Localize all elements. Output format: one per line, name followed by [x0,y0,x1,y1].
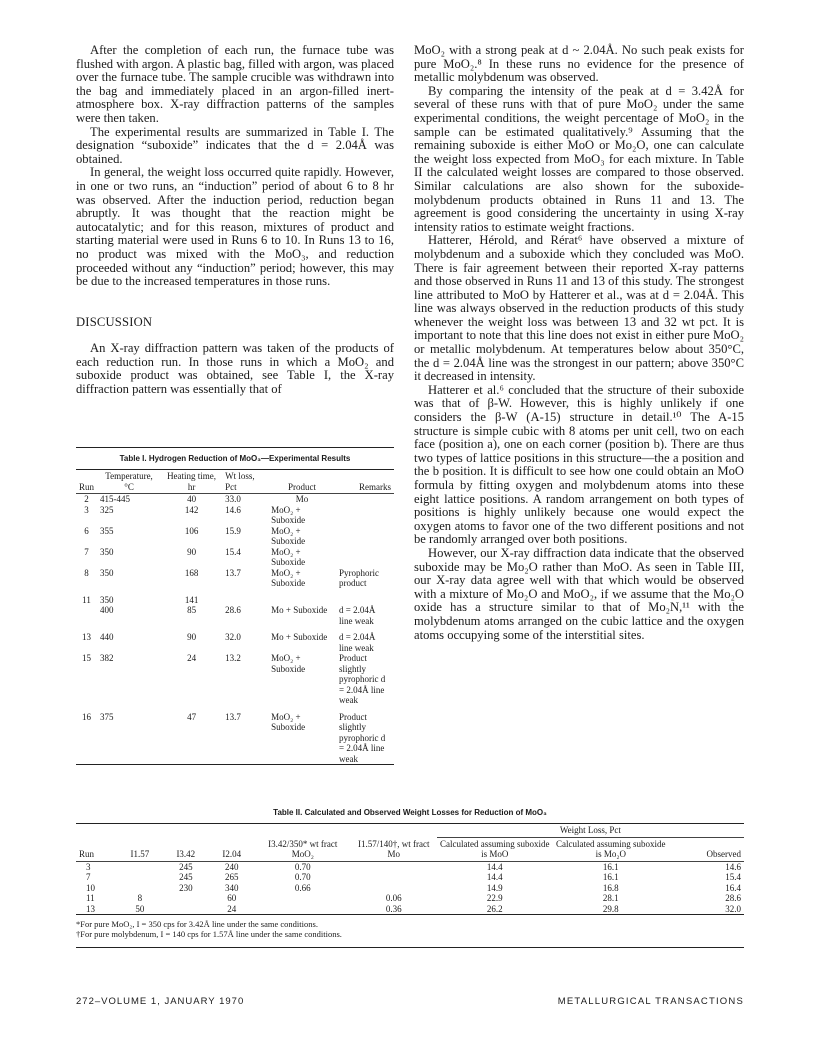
table-cell: 26.2 [486,903,503,914]
page-footer-right: METALLURGICAL TRANSACTIONS [557,996,744,1007]
table-cell: 141 [184,594,199,605]
table-footnote: *For pure MoO₂, I = 350 cps for 3.42Å line under the same conditions. [76,919,318,929]
table-1 [76,454,394,765]
table-row [76,883,744,894]
table-cell [351,883,437,894]
table-cell: 50 [135,903,145,914]
table-cell: 16.1 [602,861,619,872]
table-cell: Mo [295,494,309,504]
page-footer-left: 272–VOLUME 1, JANUARY 1970 [76,996,245,1007]
table-cell [336,595,394,606]
table-cell: 340 [225,882,239,893]
table-cell: Pyrophoric product [339,567,379,588]
table-cell [163,893,209,904]
table-cell [336,526,394,547]
table-cell: 40 [187,494,197,504]
table-cell [351,861,437,872]
table-cell: 47 [187,711,197,722]
table-title: Table I. Hydrogen Reduction of MoO₃—Experimental Results [119,454,351,463]
table-header-cell: Wt loss, Pct [222,470,268,494]
table-title: Table II. Calculated and Observed Weight Losses for Reduction of MoO₃ [273,808,547,817]
table-cell: MoO₂ + Suboxide [271,546,306,567]
table-row [76,861,744,872]
table-cell: 16 [82,711,91,722]
table-header-cell: Run [76,470,97,494]
table-cell: 0.70 [294,861,311,872]
table-cell: 2 [84,494,89,504]
table-row [76,505,394,526]
table-cell [163,904,209,915]
table-cell: MoO₂ + Suboxide [271,567,306,588]
table-header-cell: Temperature, °C [97,470,161,494]
table-cell: MoO₂ + Suboxide [271,504,306,525]
table-cell: 400 [100,605,114,615]
table-row [76,605,394,626]
table-cell: Mo + Suboxide [271,632,328,642]
table-cell [255,893,351,904]
table-cell: 15.9 [225,525,241,536]
table-cell [336,494,394,505]
table-cell [76,605,97,626]
table-cell: 28.6 [225,605,241,615]
table-group-header: Weight Loss, Pct [437,824,744,838]
table-cell: 440 [100,632,114,642]
table-cell: 0.70 [294,872,311,882]
table-cell [117,861,163,872]
table-cell: 24 [187,653,197,663]
table-cell [351,872,437,883]
paragraph: After the completion of each run, the furnace tube was flushed with argon. A plastic bag, filled with argon, was placed over the furnace tube. The sample crucible was withdrawn into the bag and immediately placed in an argon-filled inert-atmosphere box. X-ray diffraction patterns of the samples were then taken. [76,43,394,125]
table-cell: 15.4 [725,872,741,882]
table-header-cell: Observed [669,837,744,861]
table-footnote: †For pure molybdenum, I = 140 cps for 1.57Å line under the same conditions. [76,929,342,939]
table-cell: 325 [100,504,114,515]
table-header-cell: Run [76,837,117,861]
table-header-cell: Calculated assuming suboxide is Mo₂O [553,837,669,861]
table-cell: 13 [86,903,95,914]
table-row [76,904,744,915]
table-cell: 33.0 [225,494,241,504]
table-cell: 32.0 [225,632,241,642]
table-cell: 6 [84,525,89,536]
table-cell: 32.0 [725,903,741,914]
section-heading: DISCUSSION [76,314,153,329]
paragraph: Hatterer et al.⁶ concluded that the structure of their suboxide was that of β-W. However, this is highly unlikely if one considers the β-W (A-15) structure in detail.¹⁰ The A-15 structure is simple cubic with 8 atoms per unit cell, two on each face (position a), one on each corner (position b). There are thus two types of lattice positions in this structure—the a position and the b position. It is difficult to see how one could obtain an MoO formula by fitting oxygen and molybdenum atoms into these eight lattice positions. A random arrangement on both types of positions is highly unlikely because one would expect the oxygen atoms to favor one of the two different positions and not be randomly arranged over both positions. [414,382,744,547]
paragraph: MoO₂ with a strong peak at d ~ 2.04Å. No such peak exists for pure MoO₂.⁸ In these runs no evidence for the presence of metallic molybdenum was observed. [414,43,744,85]
table-header-cell: I1.57 [117,837,163,861]
table-cell: 24 [227,903,237,914]
table-cell: 0.66 [294,882,311,893]
table-cell: 16.4 [725,882,741,893]
table-row [76,632,394,653]
table-cell: 8 [137,893,143,903]
table-cell: 90 [187,632,197,642]
table-cell: MoO₂ + Suboxide [271,711,306,732]
table-cell: 15 [82,653,91,663]
table-row [76,595,394,606]
table-cell: MoO₂ + Suboxide [271,525,306,546]
table-cell: 85 [187,605,197,615]
table-top-rule [76,447,394,448]
table-header-cell: I3.42 [163,837,209,861]
table-cell: 10 [86,882,95,893]
table-cell: 60 [227,893,237,903]
table-cell: 29.8 [602,903,619,914]
table-cell: 245 [179,872,193,882]
left-column [76,44,394,397]
table-row [76,872,744,883]
paragraph: An X-ray diffraction pattern was taken of the products of each reduction run. In those runs in which a MoO₂ and suboxide product was obtained, see Table I, the X-ray diffraction pattern was essentially that of [76,341,394,397]
table-row [76,526,394,547]
table-cell: 13.7 [225,567,241,578]
table-cell: 14.6 [725,861,741,872]
paragraph: In general, the weight loss occurred quite rapidly. However, in one or two runs, an “induction” period of about 6 to 8 hr was observed. After the induction period, reduction began abruptly. It was thought that the reaction might be autocatalytic; and for this reason, mixtures of product and starting material were used in Runs 6 to 10. In Runs 13 to 16, no product was mixed with the MoO₃, and reduction proceeded without any “induction” period; however, this may be due to the increased temperatures in those runs. [76,165,394,289]
table-cell: 0.06 [385,893,402,903]
table-header-row [76,470,394,494]
table-header-cell: Remarks [336,470,394,494]
table-cell: 16.8 [602,882,619,893]
paragraph: The experimental results are summarized in Table I. The designation “suboxide” indicates that the d = 2.04Å was obtained. [76,124,394,166]
table-cell: 375 [100,711,114,722]
table-cell: 3 [86,861,91,872]
table-row [76,893,744,904]
table-cell: 28.6 [725,893,741,903]
table-cell: 8 [84,567,89,578]
table-cell: 415-445 [100,494,131,504]
table-cell: 11 [86,893,95,903]
table-header-row [76,837,744,861]
table-cell: 14.6 [225,504,241,515]
table-cell: 90 [187,546,197,557]
table-cell: Product slightly pyrophoric d = 2.04Å line weak [339,711,386,764]
table-cell: 7 [86,872,91,882]
table-cell: 265 [225,872,239,882]
table-cell: Product slightly pyrophoric d = 2.04Å line weak [339,653,386,705]
table-header-cell: I1.57/140†, wt fract Mo [351,837,437,861]
table-cell: 382 [100,653,114,663]
table-cell: 13.2 [225,653,241,663]
table-cell: 3 [84,504,89,515]
paragraph: Hatterer, Hérold, and Rérat⁶ have observed a mixture of molybdenum and a suboxide which they concluded was MoO. There is fair agreement between their reported X-ray patterns and those observed in Runs 11 and 13 of this study. The strongest line attributed to MoO by Hatterer et al., was at d = 2.04Å. This line was always observed in the reduction products of this study whenever the weight loss was between 13 and 32 wt pct. It is important to note that this line does not exist in either pure MoO₂ or metallic molybdenum. At temperatures below about 350°C, the d = 2.04Å line was the strongest in our pattern; above 350°C it decreased in intensity. [414,233,744,384]
table-cell [117,883,163,894]
table-cell [222,595,268,606]
table-header-cell: Calculated assuming suboxide is MoO [437,837,553,861]
table-header-cell: I2.04 [209,837,255,861]
table-cell: 106 [184,525,199,536]
table-cell: d = 2.04Å line weak [339,632,376,653]
table-row [76,712,394,765]
table-cell: 13 [82,632,91,642]
table-cell: 14.4 [486,861,503,872]
table-cell: d = 2.04Å line weak [339,605,376,626]
table-header-cell: Product [268,470,336,494]
paragraph: However, our X-ray diffraction data indicate that the observed suboxide may be Mo₂O rather than MoO. As seen in Table III, our X-ray data agree well with that which would be observed with a mixture of Mo₂O and MoO₂, if we assume that the Mo₂O oxide has a structure similar to that of Mo₂N,¹¹ with the molybdenum atoms arranged on the cubic lattice and the oxygen atoms occupying some of the interstitial sites. [414,545,744,642]
table-group-header-row [76,824,744,838]
table-cell [117,872,163,883]
table-cell: 245 [179,861,193,872]
table-cell: 0.36 [385,903,402,914]
table-cell: 350 [100,567,114,578]
table-cell: 16.1 [602,872,619,882]
table-cell: 15.4 [225,546,241,557]
table-cell: Mo + Suboxide [271,605,328,615]
table-cell [336,505,394,526]
table-cell: 355 [100,525,114,536]
table-cell: 14.4 [486,872,503,882]
table-cell [268,595,336,606]
paragraph: By comparing the intensity of the peak at d = 3.42Å for several of these runs with that of pure MoO₂ under the same experimental conditions, the weight percentage of MoO₂ in the sample can be estimated qualitatively.⁹ Assuming that the remaining suboxide is either MoO or Mo₂O, one can calculate the weight loss expected from MoO₃ for each mixture. In Table II the calculated weight losses are compared to those observed. Similar calculations are also shown for the suboxide-molybdenum products obtained in Runs 11 and 13. The agreement is good considering the uncertainty in using X-ray intensity ratios to estimate weight fractions. [414,83,744,234]
table-cell: 350 [100,546,114,557]
table-cell [255,904,351,915]
table-cell: 13.7 [225,711,241,722]
table-cell: 168 [184,567,199,578]
table-row [76,568,394,589]
table-cell: 11 [82,594,91,605]
table-2 [76,808,744,948]
table-cell: 142 [184,504,199,515]
table-header-cell: Heating time, hr [161,470,222,494]
table-cell: 350 [100,594,114,605]
table-cell [336,547,394,568]
table-cell: MoO₂ + Suboxide [271,653,306,674]
table-row [76,494,394,505]
table-cell: 28.1 [602,893,619,903]
table-row [76,653,394,706]
right-column [414,44,744,642]
table-cell: 240 [225,861,239,872]
table-bottom-rule [76,947,744,948]
table-header-cell: I3.42/350* wt fract MoO₂ [255,837,351,861]
table-cell: 14.9 [486,882,503,893]
table-cell: 7 [84,546,89,557]
table-cell: 230 [179,882,193,893]
table-cell: 22.9 [486,893,503,903]
table-row [76,547,394,568]
